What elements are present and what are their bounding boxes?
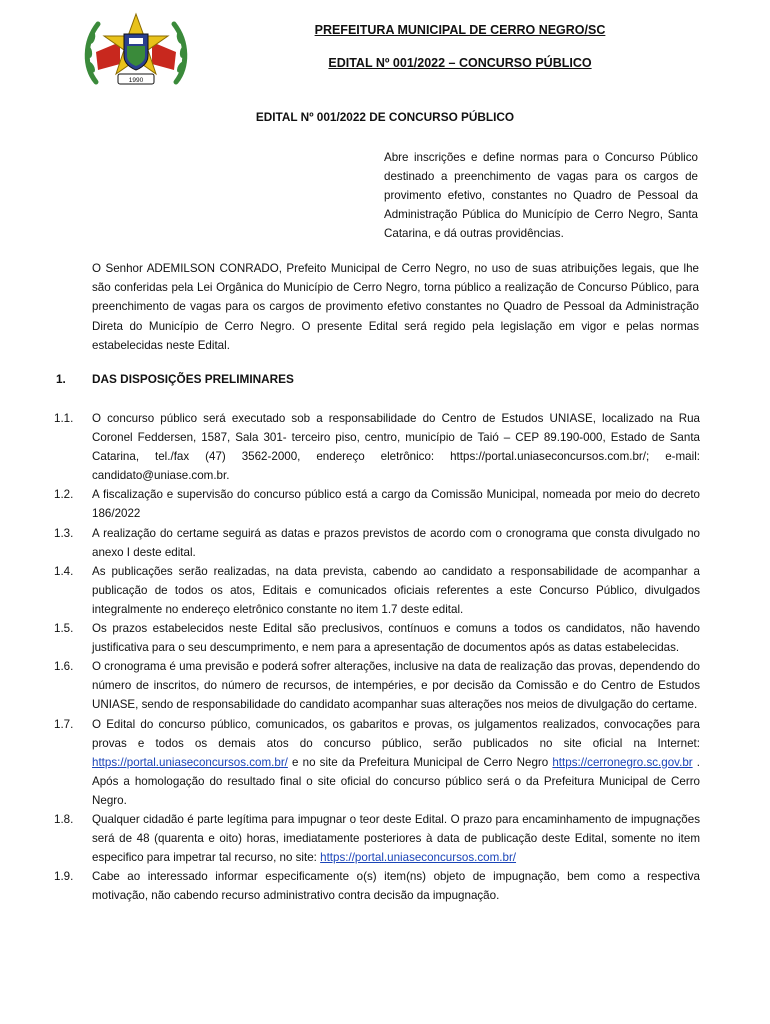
svg-text:1990: 1990 (128, 77, 144, 84)
ementa-paragraph: Abre inscrições e define normas para o Concurso Público destinado a preenchimento de vagas para os cargos de provimento efetivo, constantes no Quadro de Pessoal da Administração Pública do Município de Cerro Negro, Santa Catarina, e dá outras providências. (384, 151, 698, 240)
item-text: O cronograma é uma previsão e poderá sofrer alterações, inclusive na data de realização das provas, dependendo do número de inscritos, do número de recursos, de intempéries, e por decisão da Comissão e do Centro de Estudos UNIASE, sendo de responsabilidade do candidato acompanhar suas alterações nos meios de divulgação do certame. (92, 660, 700, 712)
item-number: 1.3. (54, 526, 74, 540)
municipal-coat-of-arms (82, 12, 190, 92)
item-text-pre: O Edital do concurso público, comunicados, os gabaritos e provas, os julgamentos realizados, convocações para provas e todos os demais atos do concurso público, serão publicados no site oficial na Internet: (92, 717, 700, 750)
item-number: 1.2. (54, 488, 74, 502)
item-text: As publicações serão realizadas, na data prevista, cabendo ao candidato a responsabilidade de acompanhar a publicação de todos os atos, Editais e comunicados oficiais referentes a este Concurso Público, divulgados integralmente no endereço eletrônico constante no item 1.7 deste edital. (92, 564, 700, 616)
uniase-portal-link[interactable]: https://portal.uniaseconcursos.com.br/ (320, 851, 517, 865)
list-item (54, 524, 700, 562)
list-item (54, 619, 700, 657)
item-number: 1.9. (54, 870, 74, 884)
list-item (54, 409, 700, 485)
item-text: A fiscalização e supervisão do concurso público está a cargo da Comissão Municipal, nomeada por meio do decreto 186/2022 (92, 488, 700, 521)
document-title: EDITAL Nº 001/2022 DE CONCURSO PÚBLICO (255, 110, 515, 124)
list-item (54, 810, 700, 867)
items-list (54, 409, 700, 905)
list-item (54, 715, 700, 810)
mayor-name: ADEMILSON CONRADO, (146, 262, 282, 275)
list-item (54, 867, 700, 905)
item-text: Os prazos estabelecidos neste Edital são preclusivos, contínuos e comuns a todos os candidatos, não havendo justificativa para o seu descumprimento, e nem para a apresentação de documentos após as datas estabelecidas. (92, 622, 700, 655)
item-text-mid: e no site da Prefeitura Municipal de Cerro Negro (287, 755, 553, 769)
item-number: 1.5. (54, 622, 74, 636)
list-item (54, 657, 700, 714)
item-text: Cabe ao interessado informar especificamente o(s) item(ns) objeto de impugnação, bem como a respectiva motivação, não cabendo recurso administrativo contra decisão da impugnação. (92, 870, 700, 903)
item-number: 1.6. (54, 660, 74, 674)
item-text: A realização do certame seguirá as datas e prazos previstos de acordo com o cronograma que consta divulgado no anexo I deste edital. (92, 526, 700, 559)
intro-post: Prefeito Municipal de Cerro Negro, no uso de suas atribuições legais, que lhe são conferidas pela Lei Orgânica do Município de Cerro Negro, torna público a realização de Concurso Público, para preenchimento de vagas para os cargos de provimento efetivo constantes no Quadro de Pessoal da Administração Direta do Município de Cerro Negro. O presente Edital será regido pela legislação em vigor e pelas normas estabelecidas neste Edital. (92, 262, 699, 352)
item-number: 1.8. (54, 812, 74, 826)
cerro-negro-site-link[interactable]: https://cerronegro.sc.gov.br (552, 755, 693, 769)
section-title: DAS DISPOSIÇÕES PRELIMINARES (92, 372, 294, 386)
intro-paragraph (92, 259, 699, 355)
item-text: O concurso público será executado sob a responsabilidade do Centro de Estudos UNIASE, localizado na Rua Coronel Feddersen, 1587, Sala 301- terceiro piso, centro, município de Taió – CEP 89.190-000, Estado de Santa Catarina, tel./fax (47) 3562-2000, endereço eletrônico: https://portal.uniaseconcursos.com.br/; e-mail: candidato@uniase.com.br. (92, 412, 700, 483)
header-municipality: PREFEITURA MUNICIPAL DE CERRO NEGRO/SC (314, 23, 606, 37)
section-number: 1. (56, 372, 66, 386)
header-edital: EDITAL Nº 001/2022 – CONCURSO PÚBLICO (328, 56, 592, 70)
item-text-pre: Qualquer cidadão é parte legítima para impugnar o teor deste Edital. O prazo para encaminhamento de impugnações será de 48 (quarenta e oito) horas, imediatamente posteriores à data de publicação deste Edital, somente no item especifico para impetrar tal recurso, no site: (92, 812, 700, 865)
uniase-portal-link[interactable]: https://portal.uniaseconcursos.com.br/ (92, 755, 288, 769)
list-item (54, 562, 700, 619)
list-item (54, 485, 700, 523)
intro-pre: O Senhor (92, 262, 147, 275)
item-number: 1.7. (54, 717, 74, 731)
item-number: 1.1. (54, 412, 74, 425)
item-text-post: . Após a homologação do resultado final o site oficial do concurso público será o da Prefeitura Municipal de Cerro Negro. (92, 755, 700, 807)
item-number: 1.4. (54, 564, 74, 578)
